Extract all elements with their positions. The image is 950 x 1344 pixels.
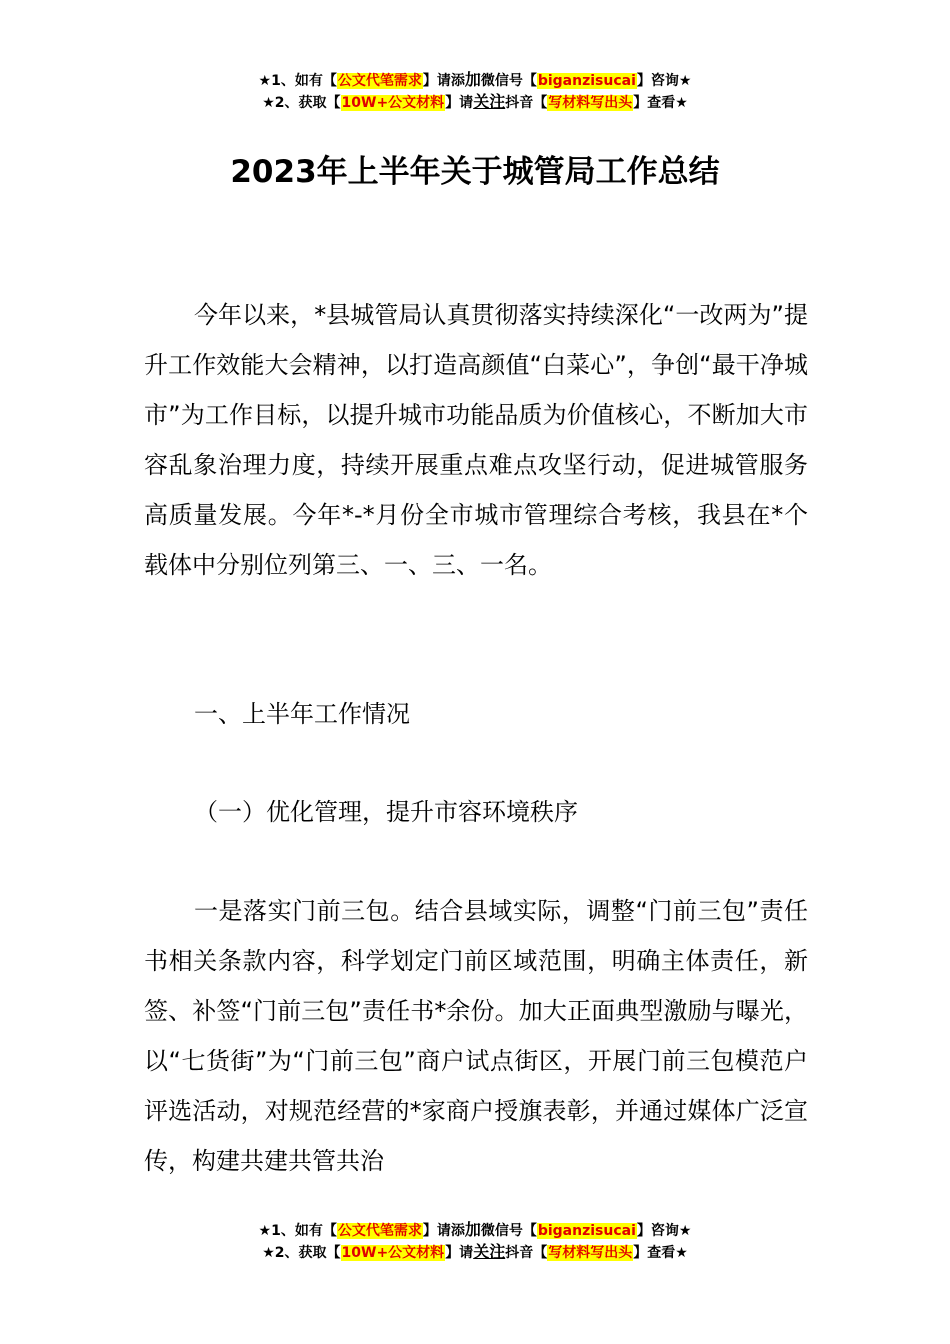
promo-highlight: biganzisucai (537, 1223, 636, 1239)
section-heading-block (144, 689, 808, 739)
promo-emphasis: 关注 (473, 1242, 506, 1261)
promo-highlight: 10W+公文材料 (341, 95, 445, 111)
promo-text: 】请添 (422, 73, 465, 89)
promo-line-2 (0, 91, 950, 113)
promo-emphasis: 加 (464, 70, 481, 89)
promo-text: 微信号【 (480, 73, 537, 89)
item-paragraph-block (144, 886, 808, 1186)
promo-highlight: 写材料写出头 (548, 1245, 633, 1261)
promo-text: 抖音【 (505, 95, 548, 111)
promo-text: 】查看★ (633, 1245, 688, 1261)
promo-line-1 (0, 69, 950, 91)
promo-emphasis: 加 (464, 1220, 481, 1239)
promo-text: 微信号【 (480, 1223, 537, 1239)
promo-text: 】查看★ (633, 95, 688, 111)
item-paragraph: 一是落实门前三包。结合县域实际，调整“门前三包”责任书相关条款内容，科学划定门前区域范围，明确主体责任，新签、补签“门前三包”责任书*余份。加大正面典型激励与曝光，以“七货街”为“门前三包”商户试点街区，开展门前三包模范户评选活动，对规范经营的*家商户授旗表彰，并通过媒体广泛宣传，构建共建共管共治 (144, 897, 808, 1175)
subsection-heading-block (144, 787, 808, 837)
promo-banner-top (0, 69, 950, 113)
intro-paragraph: 今年以来，*县城管局认真贯彻落实持续深化“一改两为”提升工作效能大会精神，以打造高颜值“白菜心”，争创“最干净城市”为工作目标，以提升城市功能品质为价值核心，不断加大市容乱象治理力度，持续开展重点难点攻坚行动，促进城管服务高质量发展。今年*-*月份全市城市管理综合考核，我县在*个载体中分别位列第三、一、三、一名。 (144, 301, 808, 579)
promo-highlight: 写材料写出头 (548, 95, 633, 111)
promo-text: 】咨询★ (636, 73, 692, 89)
promo-text: 】请 (445, 95, 474, 111)
section-heading: 一、上半年工作情况 (194, 700, 410, 728)
promo-line-2 (0, 1241, 950, 1263)
subsection-heading: （一）优化管理，提升市容环境秩序 (194, 798, 578, 826)
document-title: 2023年上半年关于城管局工作总结 (230, 154, 720, 190)
promo-text: ★2、获取【 (262, 95, 341, 111)
promo-line-1 (0, 1219, 950, 1241)
promo-banner-bottom (0, 1219, 950, 1263)
promo-highlight: biganzisucai (537, 73, 636, 89)
promo-text: 】请添 (422, 1223, 465, 1239)
intro-paragraph-block (144, 290, 808, 590)
promo-highlight: 公文代笔需求 (337, 1223, 422, 1239)
promo-text: 】请 (445, 1245, 474, 1261)
promo-highlight: 10W+公文材料 (341, 1245, 445, 1261)
promo-text: ★1、如有【 (258, 73, 337, 89)
promo-text: 抖音【 (505, 1245, 548, 1261)
promo-text: 】咨询★ (636, 1223, 692, 1239)
promo-highlight: 公文代笔需求 (337, 73, 422, 89)
promo-text: ★1、如有【 (258, 1223, 337, 1239)
promo-text: ★2、获取【 (262, 1245, 341, 1261)
promo-emphasis: 关注 (473, 92, 506, 111)
